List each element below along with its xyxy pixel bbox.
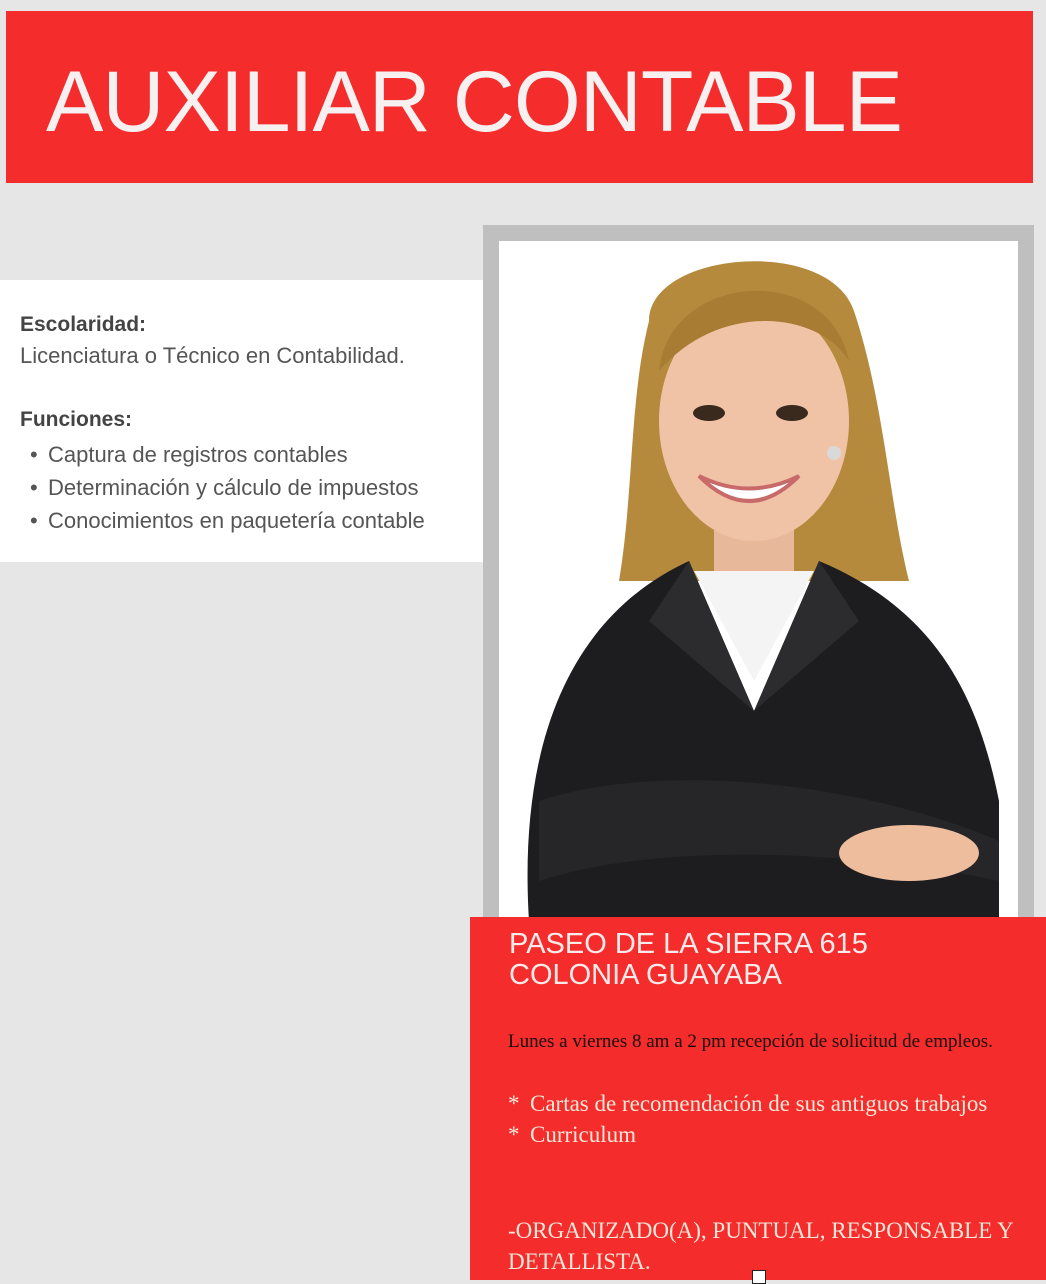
contact-box [470, 917, 1046, 1280]
list-item: • Conocimientos en paquetería contable [30, 504, 425, 537]
schedule-text: Lunes a viernes 8 am a 2 pm recepción de solicitud de empleos. [508, 1031, 993, 1052]
page-title: AUXILIAR CONTABLE [46, 54, 902, 150]
address-line-2: COLONIA GUAYABA [509, 959, 782, 991]
list-item: • Captura de registros contables [30, 438, 425, 471]
bullet-icon: • [30, 508, 38, 533]
asterisk-icon: * [508, 1122, 520, 1147]
person-illustration [499, 241, 1018, 921]
functions-list [30, 438, 425, 537]
title-banner [6, 11, 1033, 183]
list-item: * Cartas de recomendación de sus antiguos trabajos [508, 1088, 1028, 1119]
education-text: Licenciatura o Técnico en Contabilidad. [20, 343, 405, 368]
documents-list [508, 1088, 1028, 1150]
bullet-icon: • [30, 475, 38, 500]
address-line-1: PASEO DE LA SIERRA 615 [509, 928, 868, 960]
bullet-icon: • [30, 442, 38, 467]
list-item: • Determinación y cálculo de impuestos [30, 471, 425, 504]
asterisk-icon: * [508, 1091, 520, 1116]
list-item: * Curriculum [508, 1119, 1028, 1150]
address [509, 929, 868, 991]
functions-heading: Funciones: [20, 408, 133, 431]
education-heading: Escolaridad: [20, 313, 147, 336]
traits-text: -ORGANIZADO(A), PUNTUAL, RESPONSABLE Y DETALLISTA. [508, 1218, 1013, 1274]
candidate-photo [499, 241, 1018, 921]
text-cursor-icon [752, 1270, 766, 1284]
